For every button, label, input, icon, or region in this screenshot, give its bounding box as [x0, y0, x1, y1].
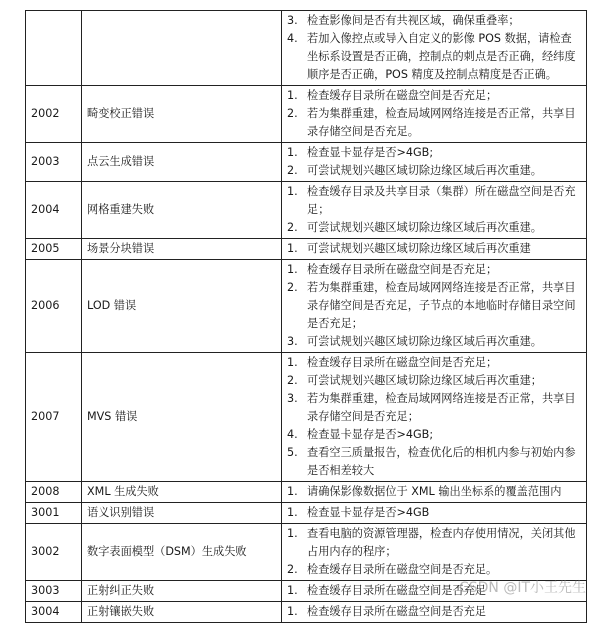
- solution-item-number: 2.: [287, 374, 298, 387]
- solution-item-text: 检查缓存目录所在磁盘空间是否充足: [307, 605, 487, 618]
- table-row: [26, 11, 587, 86]
- solution-item-text: 可尝试规划兴趣区域切除边缘区域后再次重建: [307, 242, 531, 255]
- solution-item-text: 检查缓存目录所在磁盘空间是否充足；: [307, 263, 498, 276]
- solution-item-number: 1.: [287, 89, 298, 102]
- solution-item: [287, 483, 581, 501]
- solution-item-number: 1.: [287, 506, 298, 519]
- solution-item: [287, 219, 581, 237]
- table-row: [26, 86, 587, 143]
- solution-item: [287, 162, 581, 180]
- solution-item-text: 若为集群重建，检查局域网网络连接是否正常，共享目录存储空间是否充足；: [307, 392, 576, 423]
- solution-item: [287, 105, 581, 141]
- watermark: CSDN @IT小王先生: [458, 580, 586, 596]
- error-name-cell: XML 生成失败: [82, 482, 282, 503]
- solution-item: [287, 12, 581, 30]
- solution-item-text: 查看电脑的资源管理器，检查内存使用情况，关闭其他占用内存的程序；: [307, 527, 576, 558]
- table-row: [26, 353, 587, 482]
- solution-item-number: 1.: [287, 185, 298, 198]
- solution-item: [287, 261, 581, 279]
- solution-item: [287, 426, 581, 444]
- solution-item: [287, 525, 581, 561]
- solution-item: [287, 279, 581, 333]
- solution-item-text: 检查显卡显存是否>4GB;: [307, 428, 434, 441]
- solution-item: [287, 333, 581, 351]
- error-name-cell: 语义识别错误: [82, 503, 282, 524]
- solution-cell: [282, 11, 587, 86]
- solution-item-text: 检查显卡显存是否>4GB;: [307, 146, 434, 159]
- table-row: [26, 503, 587, 524]
- solution-item-text: 检查缓存目录所在磁盘空间是否充足。: [307, 563, 498, 576]
- solution-item-number: 2.: [287, 563, 298, 576]
- solution-item-text: 检查缓存目录所在磁盘空间是否充足: [307, 584, 487, 597]
- solution-cell: [282, 260, 587, 353]
- error-code-cell: 2006: [26, 260, 82, 353]
- solution-item-number: 1.: [287, 605, 298, 618]
- table-row: [26, 260, 587, 353]
- table-row: [26, 524, 587, 581]
- solution-item-text: 若为集群重建，检查局域网网络连接是否正常，共享目录存储空间是否充足。: [307, 107, 576, 138]
- solution-item-number: 2.: [287, 221, 298, 234]
- error-code-cell: 3004: [26, 602, 82, 623]
- solution-cell: [282, 503, 587, 524]
- error-name-cell: 正射镶嵌失败: [82, 602, 282, 623]
- error-code-cell: 2004: [26, 182, 82, 239]
- solution-item-number: 3.: [287, 392, 298, 405]
- table-row: [26, 482, 587, 503]
- solution-item-number: 1.: [287, 527, 298, 540]
- solution-item: [287, 87, 581, 105]
- error-name-cell: MVS 错误: [82, 353, 282, 482]
- solution-item-text: 若加入像控点或导入自定义的影像 POS 数据，请检查坐标系设置是否正确，控制点的刺点是否正确，经纬度顺序是否正确，POS 精度及控制点精度是否正确。: [307, 32, 576, 81]
- solution-item-text: 检查显卡显存是否>4GB: [307, 506, 430, 519]
- solution-item-number: 2.: [287, 164, 298, 177]
- error-name-cell: 正射纠正失败: [82, 581, 282, 602]
- error-name-cell: LOD 错误: [82, 260, 282, 353]
- error-code-cell: 2002: [26, 86, 82, 143]
- solution-item: [287, 354, 581, 372]
- solution-item: [287, 561, 581, 579]
- solution-item-text: 可尝试规划兴趣区域切除边缘区域后再次重建。: [307, 335, 542, 348]
- error-name-cell: 畸变校正错误: [82, 86, 282, 143]
- solution-item-text: 若为集群重建，检查局域网网络连接是否正常，共享目录存储空间是否充足，子节点的本地临时存储目录空间是否充足；: [307, 281, 576, 330]
- solution-item-number: 4.: [287, 428, 298, 441]
- error-name-cell: 网格重建失败: [82, 182, 282, 239]
- solution-item: [287, 390, 581, 426]
- solution-item-number: 5.: [287, 446, 298, 459]
- solution-item: [287, 582, 581, 600]
- error-code-cell: 3003: [26, 581, 82, 602]
- solution-item-text: 请确保影像数据位于 XML 输出坐标系的覆盖范围内: [307, 485, 562, 498]
- table-row: [26, 581, 587, 602]
- error-code-table: [25, 10, 587, 623]
- solution-item: [287, 372, 581, 390]
- solution-item-number: 4.: [287, 32, 298, 45]
- solution-item-number: 1.: [287, 146, 298, 159]
- solution-item-number: 3.: [287, 335, 298, 348]
- solution-item-text: 检查缓存目录所在磁盘空间是否充足；: [307, 89, 498, 102]
- solution-cell: [282, 482, 587, 503]
- solution-item-number: 2.: [287, 107, 298, 120]
- solution-item: [287, 240, 581, 258]
- solution-item-text: 可尝试规划兴趣区域切除边缘区域后再次重建。: [307, 164, 542, 177]
- solution-cell: [282, 182, 587, 239]
- solution-item-text: 可尝试规划兴趣区域切除边缘区域后再次重建；: [307, 374, 542, 387]
- solution-item-number: 1.: [287, 485, 298, 498]
- solution-item: [287, 144, 581, 162]
- solution-item-number: 3.: [287, 14, 298, 27]
- solution-item-number: 1.: [287, 584, 298, 597]
- error-name-cell: 数字表面模型（DSM）生成失败: [82, 524, 282, 581]
- solution-cell: [282, 86, 587, 143]
- solution-item-text: 查看空三质量报告，检查优化后的相机内参与初始内参是否相差较大: [307, 446, 576, 477]
- table-row: [26, 143, 587, 182]
- solution-cell: [282, 239, 587, 260]
- solution-item: [287, 30, 581, 84]
- error-code-cell: 2003: [26, 143, 82, 182]
- solution-item: [287, 603, 581, 621]
- error-code-cell: 2008: [26, 482, 82, 503]
- error-name-cell: 场景分块错误: [82, 239, 282, 260]
- error-name-cell: 点云生成错误: [82, 143, 282, 182]
- error-code-cell: 2007: [26, 353, 82, 482]
- solution-cell: [282, 353, 587, 482]
- solution-item-number: 1.: [287, 242, 298, 255]
- solution-item: [287, 444, 581, 480]
- solution-item-number: 1.: [287, 263, 298, 276]
- solution-item-text: 检查影像间是否有共视区域，确保重叠率；: [307, 14, 520, 27]
- solution-item-text: 检查缓存目录所在磁盘空间是否充足；: [307, 356, 498, 369]
- error-code-cell: 3001: [26, 503, 82, 524]
- solution-item-number: 1.: [287, 356, 298, 369]
- solution-item-text: 可尝试规划兴趣区域切除边缘区域后再次重建。: [307, 221, 542, 234]
- solution-cell: [282, 581, 587, 602]
- error-code-cell: 2005: [26, 239, 82, 260]
- error-name-cell: [82, 11, 282, 86]
- error-code-cell: [26, 11, 82, 86]
- table-row: [26, 182, 587, 239]
- table-row: [26, 239, 587, 260]
- solution-cell: [282, 602, 587, 623]
- solution-item: [287, 504, 581, 522]
- error-code-cell: 3002: [26, 524, 82, 581]
- table-row: [26, 602, 587, 623]
- solution-cell: [282, 143, 587, 182]
- solution-item-text: 检查缓存目录及共享目录（集群）所在磁盘空间是否充足；: [307, 185, 576, 216]
- solution-item: [287, 183, 581, 219]
- solution-cell: [282, 524, 587, 581]
- solution-item-number: 2.: [287, 281, 298, 294]
